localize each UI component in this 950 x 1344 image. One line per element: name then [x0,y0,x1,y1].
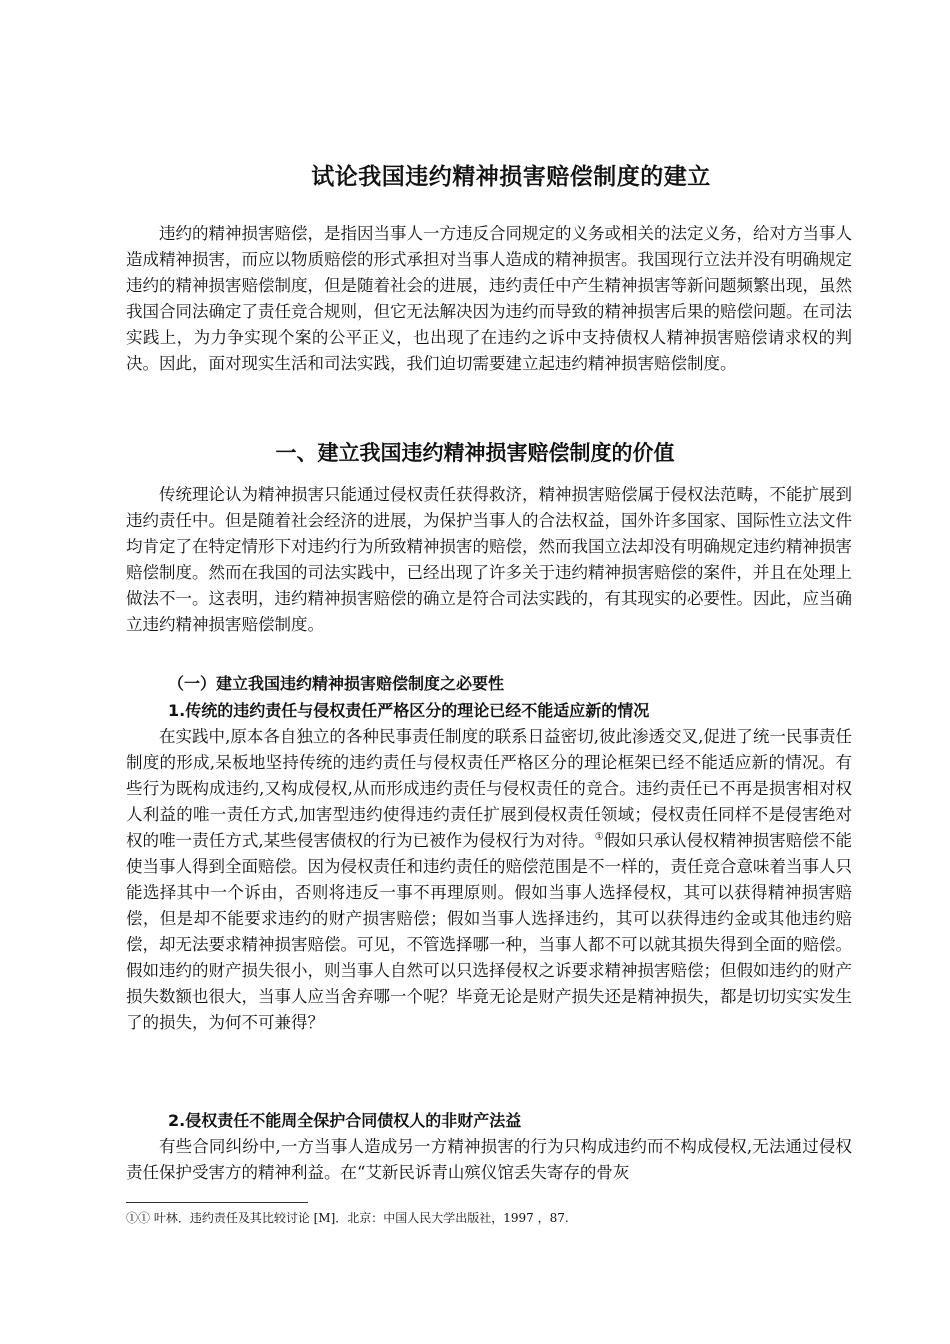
intro-paragraph: 违约的精神损害赔偿，是指因当事人一方违反合同规定的义务或相关的法定义务，给对方当事人造成精神损害，而应以物质赔偿的形式承担对当事人造成的精神损害。我国现行立法并没有明确规定违约的精神损害赔偿制度，但是随着社会的进展，违约责任中产生精神损害等新问题频繁出现，虽然我国合同法确定了责任竞合规则，但它无法解决因为违约而导致的精神损害后果的赔偿问题。在司法实践上，为力争实现个案的公平正义，也出现了在违约之诉中支持债权人精神损害赔偿请求权的判决。因此，面对现实生活和司法实践，我们迫切需要建立起违约精神损害赔偿制度。 [126,224,852,373]
point-2-paragraph: 有些合同纠纷中,一方当事人造成另一方精神损害的行为只构成违约而不构成侵权,无法通过侵权责任保护受害方的精神利益。在“艾新民诉青山殡仪馆丢失寄存的骨灰 [126,1137,852,1182]
point-heading-2: 2.侵权责任不能周全保护合同债权人的非财产法益 [168,1111,522,1130]
point-heading-1: 1.传统的违约责任与侵权责任严格区分的理论已经不能适应新的情况 [168,701,650,720]
section-heading-value: 一、建立我国违约精神损害赔偿制度的价值 [275,441,675,465]
footnote-reference[interactable]: ① [594,831,604,843]
point-1-text-before-note: 在实践中,原本各自独立的各种民事责任制度的联系日益密切,彼此渗透交叉,促进了统一民事责任制度的形成,呆板地坚持传统的违约责任与侵权责任严格区分的理论框架已经不能适应新的情况。有些行为既构成违约,又构成侵权,从而形成违约责任与侵权责任的竞合。违约责任已不再是损害相对权人利益的唯一责任方式,加害型违约使得违约责任扩展到侵权责任领域；侵权责任同样不是侵害绝对权的唯一责任方式,某些侵害债权的行为已被作为侵权行为对待。 [126,727,852,850]
section-value-paragraph: 传统理论认为精神损害只能通过侵权责任获得救济，精神损害赔偿属于侵权法范畴，不能扩展到违约责任中。但是随着社会经济的进展，为保护当事人的合法权益，国外许多国家、国际性立法文件均肯定了在特定情形下对违约行为所致精神损害的赔偿，然而我国立法却没有明确规定违约精神损害赔偿制度。然而在我国的司法实践中，已经出现了许多关于违约精神损害赔偿的案件，并且在处理上做法不一。这表明，违约精神损害赔偿的确立是符合司法实践的，有其现实的必要性。因此，应当确立违约精神损害赔偿制度。 [126,485,852,634]
title-text: 试论我国违约精神损害赔偿制度的建立 [311,164,711,190]
subsection-heading-necessity: （一）建立我国违约精神损害赔偿制度之必要性 [168,674,505,693]
point-1-paragraph [126,724,852,1036]
footnote-text: ①① 叶林．违约责任及其比较讨论 [M]．北京：中国人民大学出版社，1997 ，87. [126,1211,569,1225]
document-title [0,158,950,191]
point-1-text-after-note: 假如只承认侵权精神损害赔偿不能使当事人得到全面赔偿。因为侵权责任和违约责任的赔偿范围是不一样的，责任竞合意味着当事人只能选择其中一个诉由，否则将违反一事不再理原则。假如当事人选择侵权，其可以获得精神损害赔偿，但是却不能要求违约的财产损害赔偿；假如当事人选择违约，其可以获得违约金或其他违约赔偿，却无法要求精神损害赔偿。可见，不管选择哪一种，当事人都不可以就其损失得到全面的赔偿。假如违约的财产损失很小，则当事人自然可以只选择侵权之诉要求精神损害赔偿；但假如违约的财产损失数额也很大，当事人应当舍弃哪一个呢？毕竟无论是财产损失还是精神损失，都是切切实实发生了的损失，为何不可兼得？ [126,831,853,1032]
footnote-separator [126,1202,308,1203]
